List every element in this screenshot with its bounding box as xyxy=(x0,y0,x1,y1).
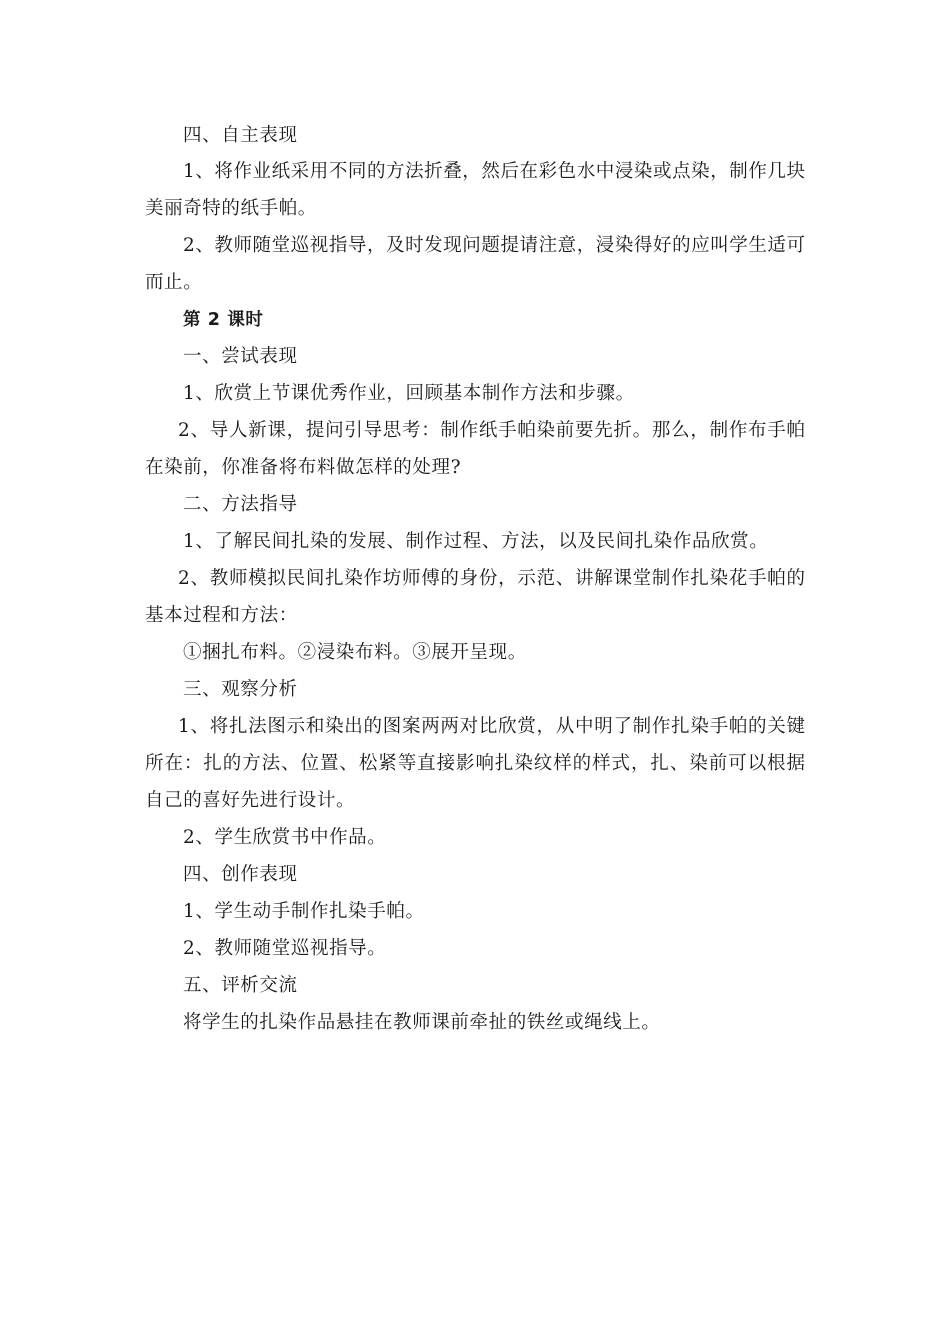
lesson-heading-period-2: 第 2 课时 xyxy=(183,310,264,330)
paragraph-line: 1、将扎法图示和染出的图案两两对比欣赏，从中明了制作扎染手帕的关键 xyxy=(178,716,805,737)
section-heading-create: 四、创作表现 xyxy=(183,864,298,885)
paragraph-line: 2、学生欣赏书中作品。 xyxy=(183,827,387,848)
section-heading-observe: 三、观察分析 xyxy=(183,679,298,700)
paragraph-line: ①捆扎布料。②浸染布料。③展开呈现。 xyxy=(183,642,527,663)
paragraph-line: 2、教师随堂巡视指导，及时发现问题提请注意，浸染得好的应叫学生适可 xyxy=(183,235,805,256)
section-heading-try: 一、尝试表现 xyxy=(183,346,298,367)
paragraph-line: 而止。 xyxy=(145,272,203,293)
paragraph-line: 将学生的扎染作品悬挂在教师课前牵扯的铁丝或绳线上。 xyxy=(183,1012,661,1033)
paragraph-line: 2、导人新课，提问引导思考：制作纸手帕染前要先折。那么，制作布手帕 xyxy=(178,420,805,441)
paragraph-line: 2、教师随堂巡视指导。 xyxy=(183,938,387,959)
section-heading-method: 二、方法指导 xyxy=(183,494,298,515)
paragraph-line: 1、学生动手制作扎染手帕。 xyxy=(183,901,425,922)
paragraph-line: 自己的喜好先进行设计。 xyxy=(145,790,356,811)
paragraph-line: 在染前，你准备将布料做怎样的处理? xyxy=(145,457,462,478)
paragraph-line: 1、了解民间扎染的发展、制作过程、方法，以及民间扎染作品欣赏。 xyxy=(183,531,769,552)
section-heading-self-expression: 四、自主表现 xyxy=(183,125,298,146)
section-heading-evaluate: 五、评析交流 xyxy=(183,975,298,996)
paragraph-line: 2、教师模拟民间扎染作坊师傅的身份，示范、讲解课堂制作扎染花手帕的 xyxy=(178,568,805,589)
paragraph-line: 1、欣赏上节课优秀作业，回顾基本制作方法和步骤。 xyxy=(183,383,635,404)
paragraph-line: 基本过程和方法： xyxy=(145,605,298,626)
paragraph-line: 所在：扎的方法、位置、松紧等直接影响扎染纹样的样式，扎、染前可以根据 xyxy=(145,753,805,774)
paragraph-line: 美丽奇特的纸手帕。 xyxy=(145,198,317,219)
paragraph-line: 1、将作业纸采用不同的方法折叠，然后在彩色水中浸染或点染，制作几块 xyxy=(183,161,805,182)
